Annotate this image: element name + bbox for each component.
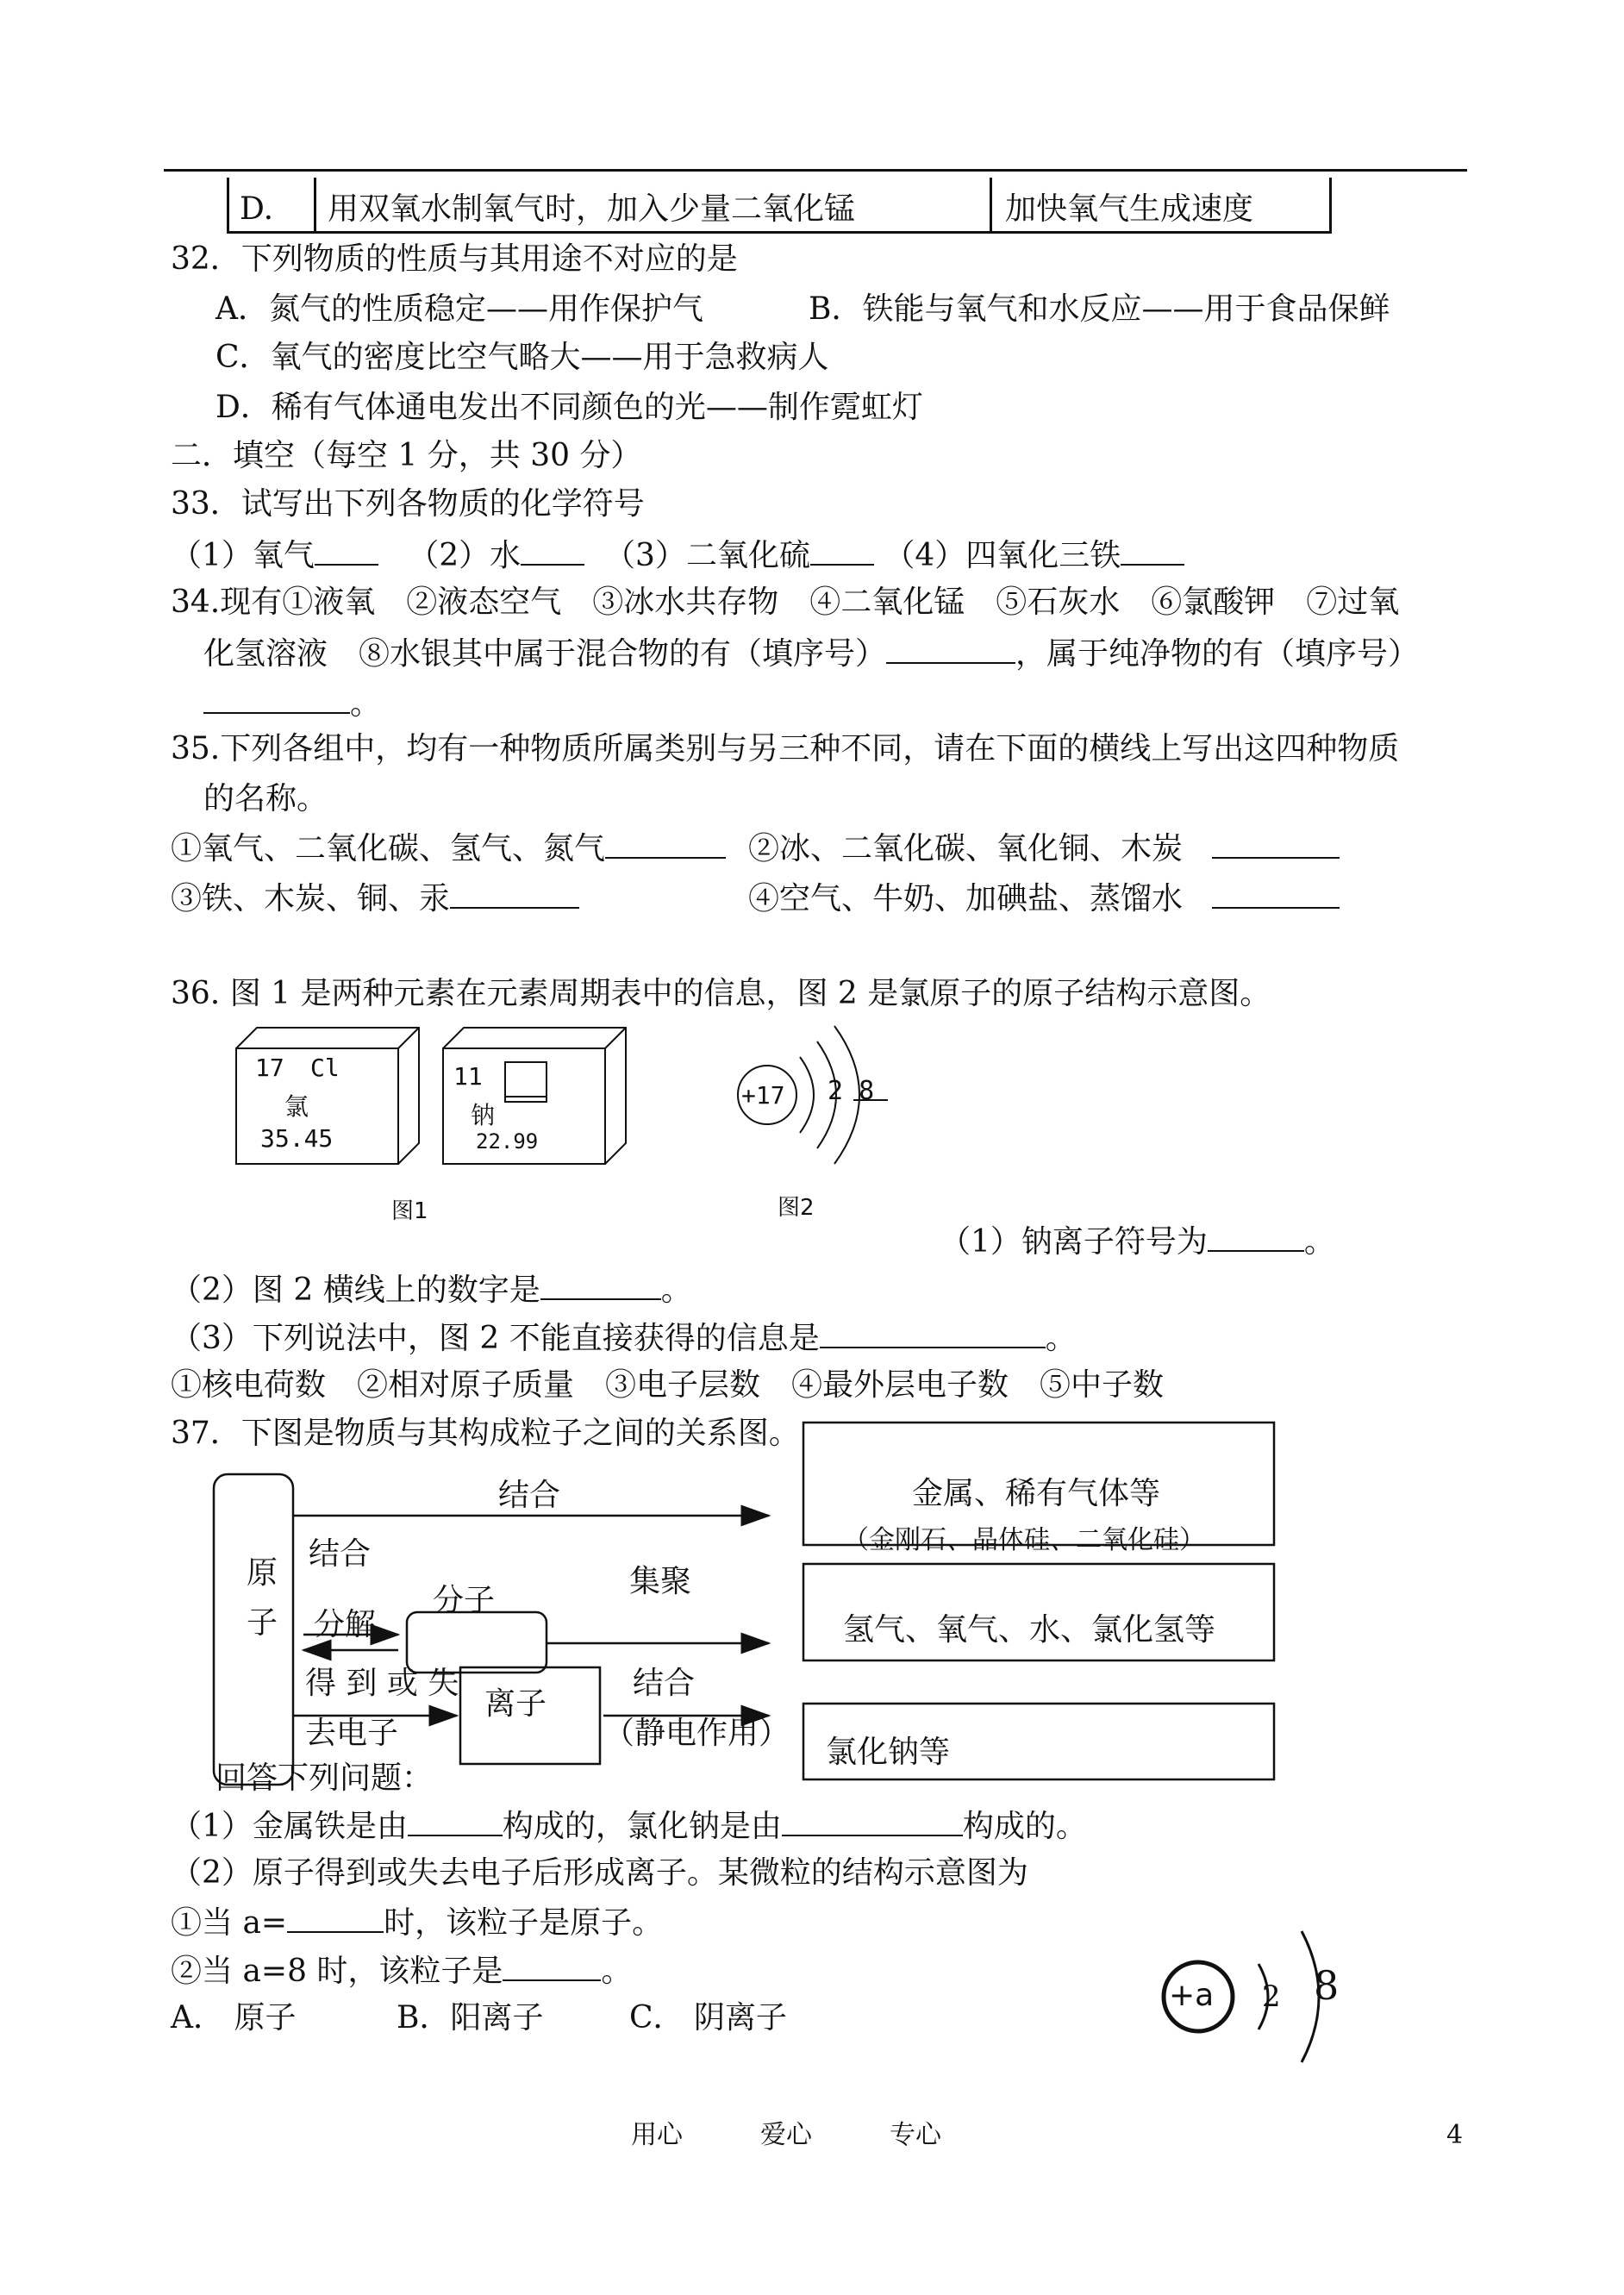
question-34-line2: [203, 633, 1419, 674]
combine-label-left: 结合: [309, 1536, 372, 1572]
gain-lose-label-2: 去电子: [305, 1716, 399, 1751]
q35-group-2: ②冰、二氧化碳、氧化铜、木炭: [748, 831, 1184, 866]
q37-sub2-period: 。: [601, 1954, 633, 1989]
q36-part1-prompt: （1）钠离子符号为: [940, 1224, 1208, 1260]
question-32-option-b: B．铁能与氧气和水反应——用于食品保鲜: [809, 291, 1390, 327]
q35-group-4: ④空气、牛奶、加碘盐、蒸馏水: [748, 881, 1184, 916]
question-36-options: ①核电荷数 ②相对原子质量 ③电子层数 ④最外层电子数 ⑤中子数: [171, 1367, 1165, 1403]
q33-part-4: （4）四氧化三铁: [884, 538, 1121, 573]
question-36-part1: [940, 1221, 1335, 1262]
gather-label: 集聚: [629, 1564, 692, 1599]
question-37-option-a: A． 原子: [171, 2000, 297, 2035]
footer-word-3: 专心: [890, 2120, 941, 2150]
q36-part3-prompt: （3）下列说法中，图 2 不能直接获得的信息是: [171, 1321, 820, 1356]
question-36-part2: [171, 1269, 692, 1310]
q36-part2-prompt: （2）图 2 横线上的数字是: [171, 1273, 540, 1308]
section-2-heading: 二．填空（每空 1 分，共 30 分）: [171, 438, 642, 473]
table-cell-label: D.: [240, 191, 274, 227]
answer-blank[interactable]: [1208, 1221, 1304, 1252]
answer-blank[interactable]: [450, 878, 579, 909]
question-34-line1: 34.现有①液氧 ②液态空气 ③冰水共存物 ④二氧化锰 ⑤石灰水 ⑥氯酸钾 ⑦过氧: [171, 585, 1400, 620]
q37-sub2-prompt: ②当 a=8 时，该粒子是: [171, 1954, 503, 1989]
answer-blank[interactable]: [782, 1805, 963, 1836]
q36-part3-period: 。: [1045, 1321, 1077, 1356]
question-37-option-b: B．阳离子: [397, 2000, 544, 2035]
footer-word-1: 用心: [631, 2120, 683, 2150]
figure-1-caption: 图1: [391, 1198, 428, 1224]
question-35-group4: [748, 878, 1340, 919]
answer-blank[interactable]: [1121, 535, 1184, 566]
question-32-option-a: A．氮气的性质稳定——用作保护气: [215, 291, 703, 327]
answer-blank[interactable]: [820, 1317, 1046, 1348]
chlorine-shell-electrons: 2 8: [828, 1076, 875, 1106]
na-atomic-mass: 22.99: [476, 1129, 539, 1154]
answer-blank[interactable]: [408, 1805, 503, 1836]
answer-blank[interactable]: [605, 828, 726, 859]
question-35-line1: 35.下列各组中，均有一种物质所属类别与另三种不同，请在下面的横线上写出这四种物质: [171, 731, 1400, 766]
na-atomic-number: 11: [453, 1062, 483, 1091]
question-37-sub2: [171, 1950, 632, 1992]
q37-part1-prompt: （1）金属铁是由: [171, 1809, 408, 1844]
q33-part-1: （1）氧气: [171, 538, 315, 573]
question-34-line3: [203, 683, 381, 724]
q37-sub1-prompt: ①当 a=: [171, 1905, 288, 1941]
gain-lose-label-1: 得 到 或 失: [305, 1666, 459, 1701]
answer-blank[interactable]: [1212, 828, 1340, 859]
q37-part1-end: 构成的。: [962, 1809, 1087, 1844]
q35-group-3: ③铁、木炭、铜、汞: [171, 881, 451, 916]
q33-part-2: （2）水: [408, 538, 522, 573]
q33-part-3: （3）二氧化硫: [604, 538, 810, 573]
question-32-option-d: D．稀有气体通电发出不同颜色的光——制作霓虹灯: [215, 390, 923, 425]
ion-label: 离子: [484, 1686, 547, 1722]
ionic-box-text: 氯化钠等: [826, 1735, 951, 1770]
na-name: 钠: [471, 1101, 496, 1129]
question-36-stem: 36. 图 1 是两种元素在元素周期表中的信息，图 2 是氯原子的原子结构示意图。: [171, 976, 1271, 1011]
question-37-stem: 37．下图是物质与其构成粒子之间的关系图。: [171, 1416, 800, 1451]
answer-blank[interactable]: [886, 633, 1015, 664]
question-37-part2: （2）原子得到或失去电子后形成离子。某微粒的结构示意图为: [171, 1855, 1028, 1891]
question-37-option-c: C． 阴离子: [629, 2000, 787, 2035]
chlorine-nucleus-label: +17: [741, 1081, 785, 1110]
question-37-sub1: [171, 1902, 663, 1943]
q34-period: 。: [350, 686, 382, 722]
answer-blank[interactable]: [810, 535, 874, 566]
q37-part1-mid: 构成的，氯化钠是由: [502, 1809, 782, 1844]
question-32-stem: 32．下列物质的性质与其用途不对应的是: [171, 241, 738, 277]
q36-part1-period: 。: [1303, 1224, 1335, 1260]
q35-group-1: ①氧气、二氧化碳、氢气、氮气: [171, 831, 606, 866]
molecule-label: 分子: [433, 1583, 496, 1618]
answer-blank[interactable]: [315, 535, 378, 566]
answer-blank[interactable]: [521, 535, 584, 566]
metal-box-examples: （金刚石、晶体硅、二氧化硅）: [843, 1525, 1205, 1555]
particle-shell-1: 2: [1262, 1979, 1281, 2014]
atom-label: 原子: [247, 1555, 278, 1641]
combine-label-ion: 结合: [633, 1666, 696, 1701]
q36-part2-period: 。: [660, 1273, 692, 1308]
question-35-line2: 的名称。: [203, 781, 328, 816]
question-33-stem: 33．试写出下列各物质的化学符号: [171, 486, 645, 522]
decompose-label: 分解: [314, 1607, 377, 1642]
answer-blank[interactable]: [540, 1269, 661, 1300]
question-33-parts: [171, 535, 1184, 576]
molecular-box-text: 氢气、氧气、水、氯化氢等: [843, 1612, 1216, 1648]
question-36-part3: [171, 1317, 1077, 1359]
table-cell-purpose: 加快氧气生成速度: [1005, 191, 1254, 227]
question-35-group1: [171, 828, 726, 869]
particle-nucleus-label: +a: [1169, 1978, 1215, 2013]
header-rule: [164, 169, 1467, 172]
q37-sub1-end: 时，该粒子是原子。: [384, 1905, 664, 1941]
q34-pure-prompt: ，属于纯净物的有（填序号）: [1015, 636, 1420, 672]
metal-box-title: 金属、稀有气体等: [912, 1476, 1161, 1511]
question-35-group3: [171, 878, 579, 919]
cl-symbol: Cl: [310, 1054, 340, 1082]
answer-blank[interactable]: [1212, 878, 1340, 909]
q34-mixture-prompt: 化氢溶液 ⑧水银其中属于混合物的有（填序号）: [203, 636, 887, 672]
page-number: 4: [1446, 2120, 1464, 2150]
question-32-option-c: C．氧气的密度比空气略大——用于急救病人: [215, 340, 829, 375]
question-37-part1: [171, 1805, 1087, 1847]
answer-blank[interactable]: [203, 683, 350, 714]
combine-label-top: 结合: [498, 1478, 561, 1513]
footer-word-2: 爱心: [760, 2120, 812, 2150]
cl-atomic-number: 17: [255, 1054, 284, 1082]
electrostatic-label: （静电作用）: [603, 1716, 790, 1751]
figure-2-caption: 图2: [778, 1195, 815, 1221]
particle-shell-2: 8: [1314, 1962, 1340, 2009]
table-cell-method: 用双氧水制氧气时，加入少量二氧化锰: [328, 191, 856, 227]
answer-intro: 回答下列问题：: [215, 1760, 434, 1796]
cl-name: 氯: [284, 1092, 309, 1121]
answer-blank[interactable]: [503, 1950, 601, 1981]
cl-atomic-mass: 35.45: [260, 1124, 334, 1153]
answer-blank[interactable]: [287, 1902, 384, 1933]
question-35-group2: [748, 828, 1340, 869]
